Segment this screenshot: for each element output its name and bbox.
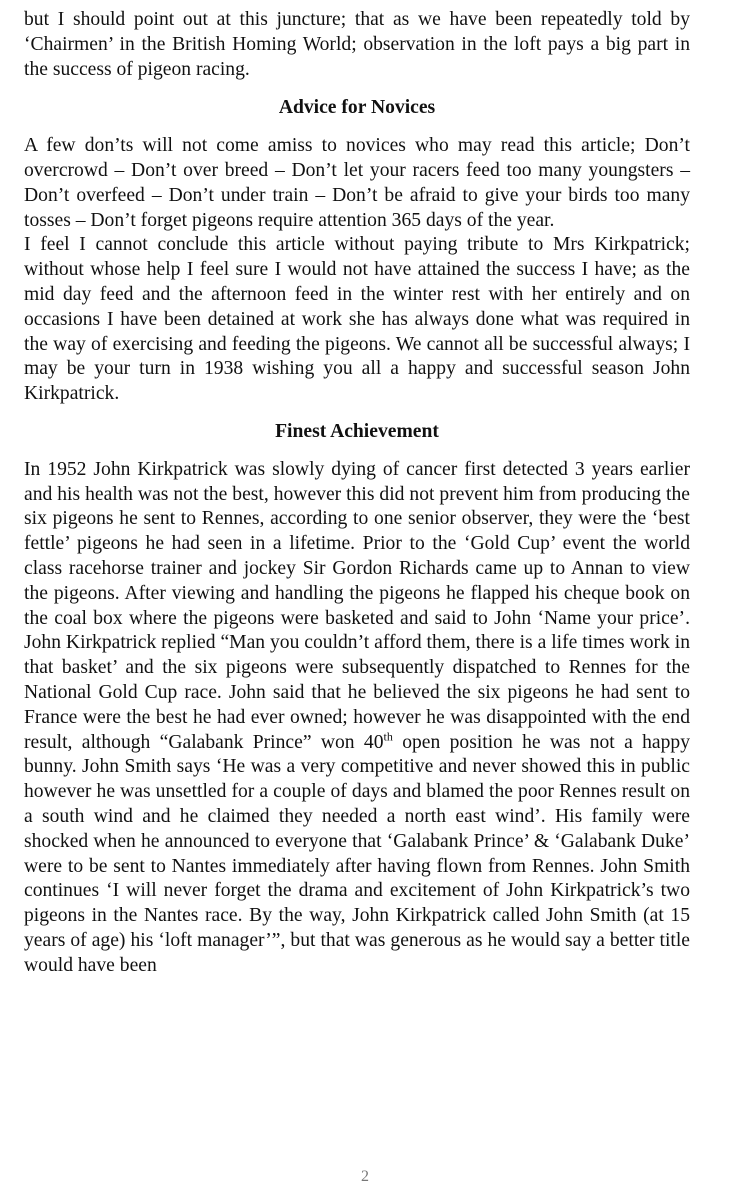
document-page bbox=[24, 8, 690, 978]
intro-paragraph: but I should point out at this juncture; that as we have been repeatedly told by ‘Chairmen’ in the British Homing World; observation in the loft pays a big part in the success of pigeon racing. bbox=[24, 9, 690, 80]
section-heading-finest-achievement: Finest Achievement bbox=[275, 420, 439, 442]
section-heading-advice-for-novices: Advice for Novices bbox=[278, 97, 436, 119]
paragraph-text-part-1: In 1952 John Kirkpatrick was slowly dying of cancer first detected 3 years earlier and his health was not the best, however this did not prevent him from producing the six pigeons he sent to Rennes, according to one senior observer, they were the ‘best fettle’ pigeons he had seen in a lifetime. Prior to the ‘Gold Cup’ event the world class racehorse trainer and jockey Sir Gordon Richards came up to Annan to view the pigeons. After viewing and handling the pigeons he flapped his cheque book on the coal box where the pigeons were basketed and said to John ‘Name your price’. John Kirkpatrick replied “Man you couldn’t afford them, there is a life times work in that basket’ and the six pigeons were subsequently dispatched to Rennes for the National Gold Cup race. John said that he believed the six pigeons he had sent to France were the best he had ever owned; however he was disappointed with the end result, although “Galabank Prince” won 40 bbox=[24, 458, 690, 753]
ordinal-superscript: th bbox=[383, 728, 393, 743]
page-number: 2 bbox=[361, 1168, 369, 1185]
advice-paragraph: A few don’ts will not come amiss to novices who may read this article; Don’t overcrowd – Don’t over breed – Don’t let your racers feed too many youngsters – Don’t overfeed – Don’t under train – Don’t be afraid to give your birds too many tosses – Don’t forget pigeons require attention 365 days of the year. bbox=[24, 135, 690, 231]
tribute-paragraph: I feel I cannot conclude this article without paying tribute to Mrs Kirkpatrick; without whose help I feel sure I would not have attained the success I have; as the mid day feed and the afternoon feed in the winter rest with her entirely and on occasions I have been detained at work she has always done what was required in the way of exercising and feeding the pigeons. We cannot all be successful always; I may be your turn in 1938 wishing you all a happy and successful season John Kirkpatrick. bbox=[24, 234, 690, 405]
finest-achievement-paragraph bbox=[24, 458, 690, 979]
paragraph-text-part-2: open position he was not a happy bunny. John Smith says ‘He was a very competitive and never showed this in public however he was unsettled for a couple of days and blamed the poor Rennes result on a south wind and he claimed they needed a north east wind’. His family were shocked when he announced to everyone that ‘Galabank Prince’ & ‘Galabank Duke’ were to be sent to Nantes immediately after having flown from Rennes. John Smith continues ‘I will never forget the drama and excitement of John Kirkpatrick’s two pigeons in the Nantes race. By the way, John Kirkpatrick called John Smith (at 15 years of age) his ‘loft manager’”, but that was generous as he would say a better title would have been bbox=[24, 731, 690, 976]
